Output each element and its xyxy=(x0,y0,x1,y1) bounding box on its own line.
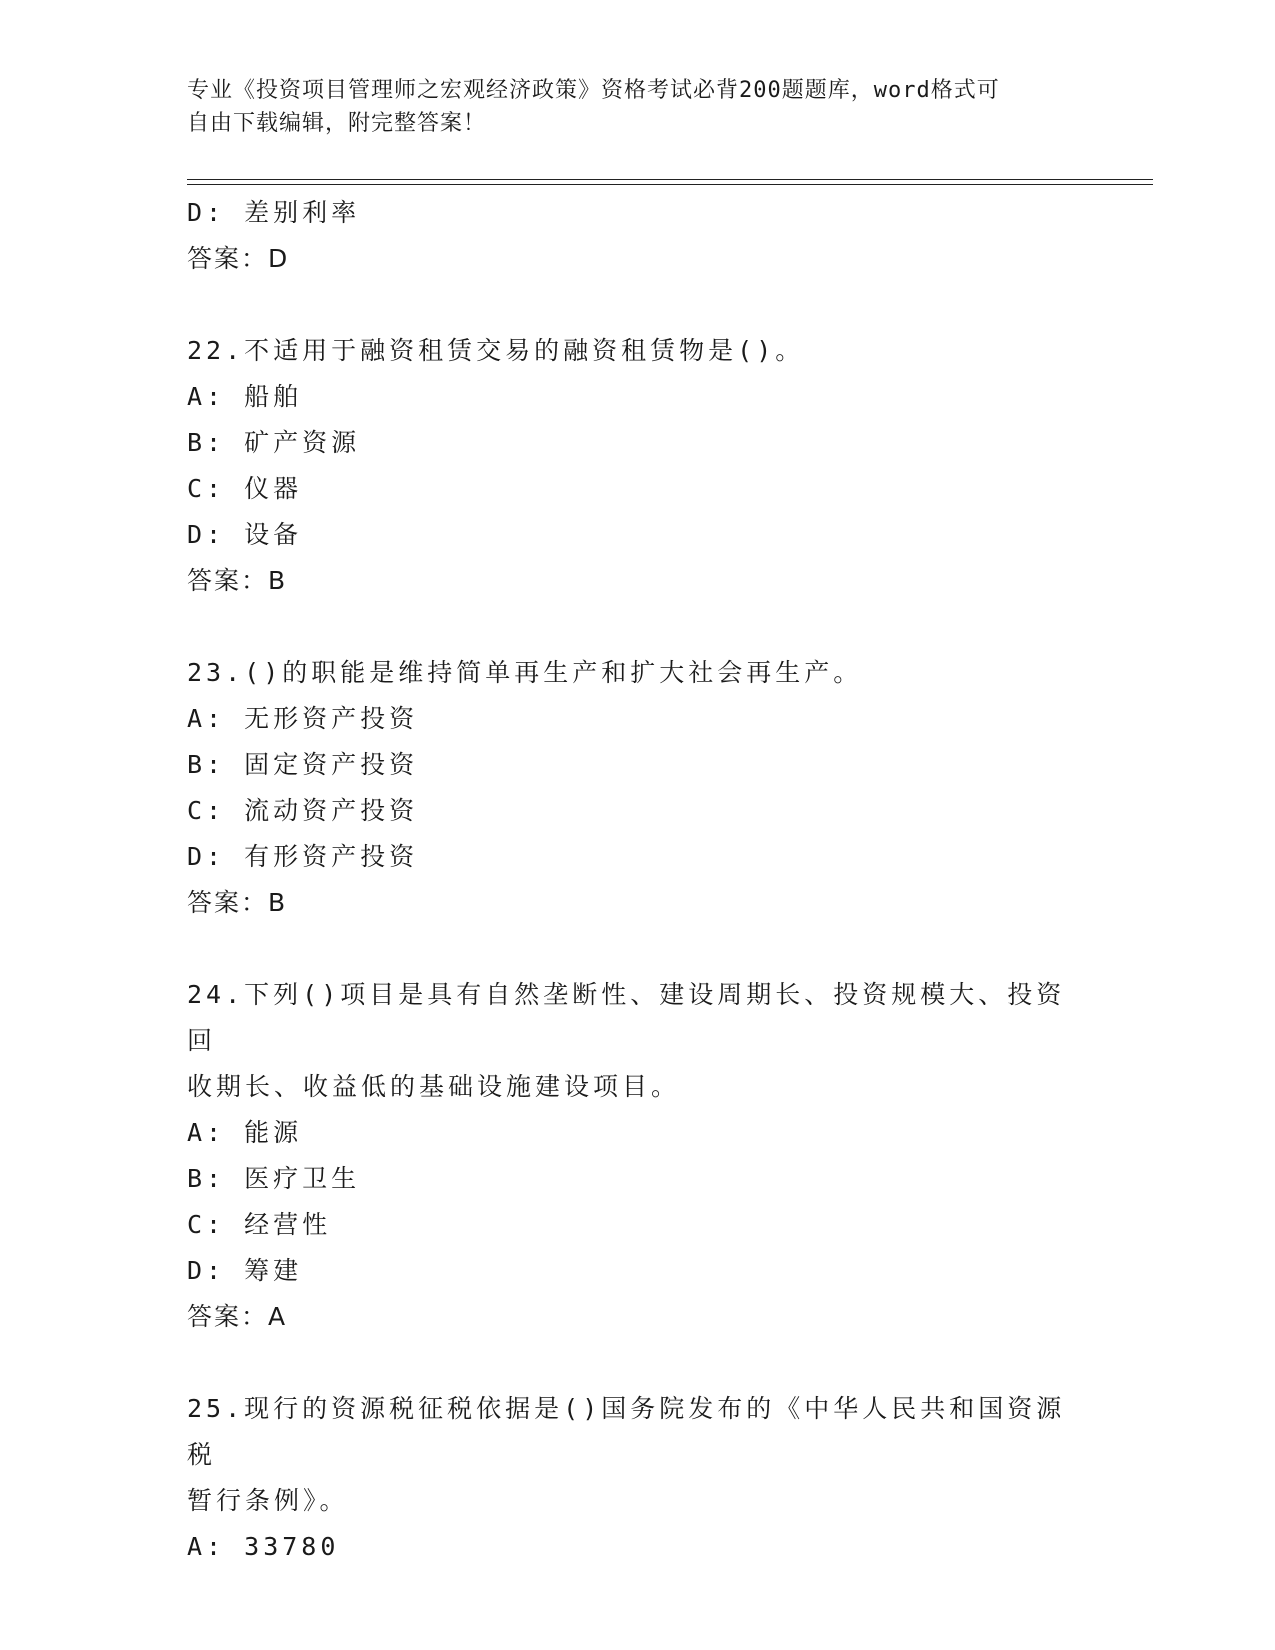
answer: 答案：A xyxy=(187,1302,288,1331)
header-divider-top xyxy=(187,179,1153,180)
option-c: C: 经营性 xyxy=(187,1210,332,1239)
question-text: 23.()的职能是维持简单再生产和扩大社会再生产。 xyxy=(187,658,863,687)
question-text-line-1: 25.现行的资源税征税依据是()国务院发布的《中华人民共和国资源税 xyxy=(187,1394,1066,1469)
question-list xyxy=(187,190,1087,1570)
option-c: C: 仪器 xyxy=(187,474,303,503)
question-text-line-2: 暂行条例》。 xyxy=(187,1486,349,1515)
option-d: D: 有形资产投资 xyxy=(187,842,419,871)
question-text: 22.不适用于融资租赁交易的融资租赁物是()。 xyxy=(187,336,805,365)
question-text-line-1: 24.下列()项目是具有自然垄断性、建设周期长、投资规模大、投资回 xyxy=(187,980,1066,1055)
option-b: B: 矿产资源 xyxy=(187,428,361,457)
header-divider-bottom xyxy=(187,184,1153,185)
question-25 xyxy=(187,1386,1087,1570)
option-b: B: 固定资产投资 xyxy=(187,750,419,779)
option-a: A: 能源 xyxy=(187,1118,303,1147)
option-a: A: 无形资产投资 xyxy=(187,704,419,733)
option-a: A: 33780 xyxy=(187,1532,340,1561)
answer: 答案：B xyxy=(187,566,288,595)
question-24 xyxy=(187,972,1087,1340)
prev-option-d: D: 差别利率 xyxy=(187,198,361,227)
question-23 xyxy=(187,650,1087,926)
header-line-1: 专业《投资项目管理师之宏观经济政策》资格考试必背200题题库，word格式可 xyxy=(187,78,1000,103)
option-d: D: 设备 xyxy=(187,520,303,549)
prev-answer: 答案：D xyxy=(187,244,290,273)
option-d: D: 筹建 xyxy=(187,1256,303,1285)
document-header xyxy=(187,74,1067,140)
question-text-line-2: 收期长、收益低的基础设施建设项目。 xyxy=(187,1072,681,1101)
option-a: A: 船舶 xyxy=(187,382,303,411)
answer: 答案：B xyxy=(187,888,288,917)
option-c: C: 流动资产投资 xyxy=(187,796,419,825)
header-line-2: 自由下载编辑，附完整答案！ xyxy=(187,111,487,136)
option-b: B: 医疗卫生 xyxy=(187,1164,361,1193)
question-22 xyxy=(187,328,1087,604)
